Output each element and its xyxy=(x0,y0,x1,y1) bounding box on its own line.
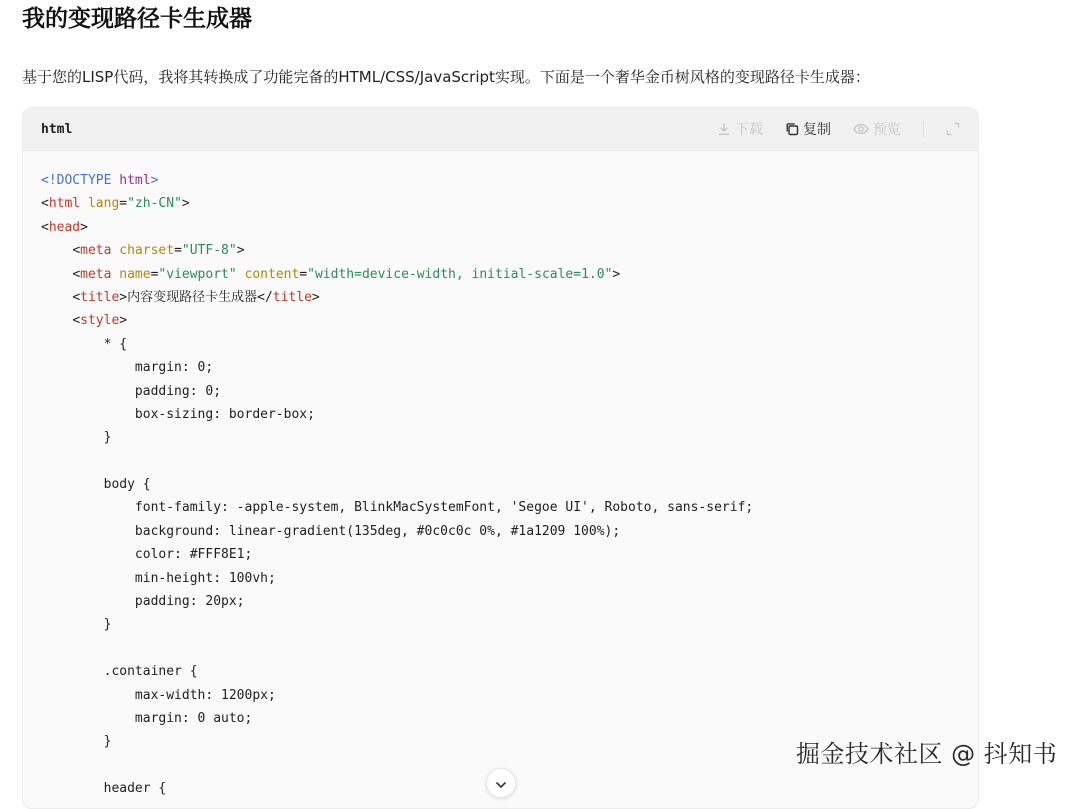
code-token: meta xyxy=(80,243,112,259)
code-line xyxy=(41,567,960,590)
code-token: = xyxy=(299,266,308,282)
code-indent xyxy=(41,594,135,609)
code-token: background: linear-gradient(135deg, #0c0c0c 0%, #1a1209 100%); xyxy=(134,523,621,539)
copy-button[interactable] xyxy=(785,119,831,139)
code-token: = xyxy=(119,196,128,212)
code-token: max-width: 1200px; xyxy=(134,687,276,703)
code-token: html xyxy=(48,196,81,212)
code-token: </ xyxy=(257,289,273,305)
code-indent xyxy=(41,617,104,632)
code-token: = xyxy=(150,266,159,282)
code-line xyxy=(41,333,960,356)
code-indent xyxy=(41,711,135,726)
code-line xyxy=(41,543,960,566)
code-token: < xyxy=(72,243,81,259)
code-token: > xyxy=(311,289,320,305)
code-block-header xyxy=(23,108,978,151)
code-line xyxy=(41,356,960,379)
code-content xyxy=(23,151,978,801)
code-token: box-sizing: border-box; xyxy=(134,406,315,422)
code-line xyxy=(41,684,960,707)
code-line xyxy=(41,286,960,309)
code-token: margin: 0; xyxy=(134,360,214,376)
code-token: > xyxy=(80,219,88,235)
code-token: "zh-CN" xyxy=(127,196,182,212)
download-label: 下载 xyxy=(735,122,763,138)
code-indent xyxy=(41,500,135,515)
code-token: < xyxy=(41,196,49,212)
toolbar-divider xyxy=(923,121,924,137)
download-button[interactable] xyxy=(717,119,763,139)
code-token: * { xyxy=(103,336,128,352)
code-token: < xyxy=(72,266,81,282)
code-line xyxy=(41,707,960,730)
code-indent xyxy=(41,734,104,749)
intro-paragraph: 基于您的LISP代码，我将其转换成了功能完备的HTML/CSS/JavaScript实现。下面是一个奢华金币树风格的变现路径卡生成器： xyxy=(22,68,870,86)
code-token: min-height: 100vh; xyxy=(134,570,276,586)
code-token: style xyxy=(80,313,120,329)
code-token: meta xyxy=(80,266,112,282)
code-token: > xyxy=(236,243,245,259)
code-token: color: #FFF8E1; xyxy=(134,547,253,563)
chevron-down-icon xyxy=(495,774,507,793)
code-block xyxy=(22,107,979,809)
preview-label: 预览 xyxy=(873,122,901,138)
code-language-label: html xyxy=(41,121,73,137)
code-token: .container { xyxy=(103,664,198,680)
code-line xyxy=(41,380,960,403)
code-indent xyxy=(41,664,104,679)
copy-label: 复制 xyxy=(803,122,831,138)
code-line xyxy=(41,473,960,496)
code-indent xyxy=(41,781,104,796)
code-token: > xyxy=(119,289,128,305)
code-line xyxy=(41,613,960,636)
code-token: "width=device-width, initial-scale=1.0" xyxy=(307,266,613,282)
code-token: } xyxy=(103,617,112,633)
code-token: <!DOCTYPE xyxy=(41,173,120,188)
code-token: html xyxy=(119,173,151,188)
code-token: = xyxy=(174,243,182,259)
code-line xyxy=(41,239,960,262)
code-indent xyxy=(41,524,135,539)
code-indent xyxy=(41,267,72,282)
code-token: "UTF-8" xyxy=(181,243,237,259)
code-token: title xyxy=(272,289,312,305)
code-indent xyxy=(41,290,72,305)
code-token: lang xyxy=(87,196,120,212)
code-token: title xyxy=(80,289,120,305)
expand-button[interactable] xyxy=(486,768,516,798)
code-token: < xyxy=(72,289,81,305)
code-line xyxy=(41,637,960,660)
code-token: } xyxy=(103,734,112,750)
code-line xyxy=(41,660,960,683)
copy-icon xyxy=(785,122,799,136)
preview-button[interactable] xyxy=(853,119,901,139)
code-indent xyxy=(41,571,135,586)
code-indent xyxy=(41,337,104,352)
code-token: 内容变现路径卡生成器 xyxy=(127,289,258,305)
code-token: charset xyxy=(119,243,175,259)
fullscreen-button[interactable] xyxy=(946,122,960,136)
page-title: 我的变现路径卡生成器 xyxy=(22,6,252,32)
eye-icon xyxy=(853,122,869,136)
code-token: < xyxy=(41,219,49,235)
code-line xyxy=(41,192,960,215)
code-token: > xyxy=(150,173,159,188)
code-line xyxy=(41,403,960,426)
code-token: > xyxy=(181,196,190,212)
code-token: body { xyxy=(103,477,151,493)
code-line xyxy=(41,169,960,192)
code-token: > xyxy=(119,313,128,329)
code-token: margin: 0 auto; xyxy=(134,710,253,726)
code-line xyxy=(41,426,960,449)
code-toolbar xyxy=(717,119,960,139)
download-icon xyxy=(717,122,731,136)
code-token: header { xyxy=(103,781,167,797)
code-indent xyxy=(41,430,104,445)
code-indent xyxy=(41,547,135,562)
code-token xyxy=(237,267,245,282)
fullscreen-icon xyxy=(946,122,960,136)
code-line xyxy=(41,520,960,543)
code-token: name xyxy=(119,266,151,282)
code-token: padding: 0; xyxy=(134,383,222,399)
code-line xyxy=(41,496,960,519)
code-line xyxy=(41,309,960,332)
watermark: 掘金技术社区 @ 抖知书 xyxy=(796,740,1058,768)
code-token: padding: 20px; xyxy=(134,594,245,610)
code-indent xyxy=(41,477,104,492)
code-indent xyxy=(41,360,135,375)
code-line xyxy=(41,216,960,239)
code-token: < xyxy=(72,313,81,329)
code-token: font-family: -apple-system, BlinkMacSystemFont, 'Segoe UI', Roboto, sans-serif; xyxy=(134,500,754,516)
code-line xyxy=(41,263,960,286)
code-indent xyxy=(41,688,135,703)
code-token: "viewport" xyxy=(158,266,237,282)
code-indent xyxy=(41,243,72,258)
code-token xyxy=(80,196,88,211)
code-line xyxy=(41,450,960,473)
code-token: } xyxy=(103,430,112,446)
code-indent xyxy=(41,313,72,328)
code-token: head xyxy=(48,219,81,235)
code-token: > xyxy=(612,266,621,282)
code-line xyxy=(41,590,960,613)
code-indent xyxy=(41,384,135,399)
code-indent xyxy=(41,407,135,422)
code-token: content xyxy=(244,266,300,282)
